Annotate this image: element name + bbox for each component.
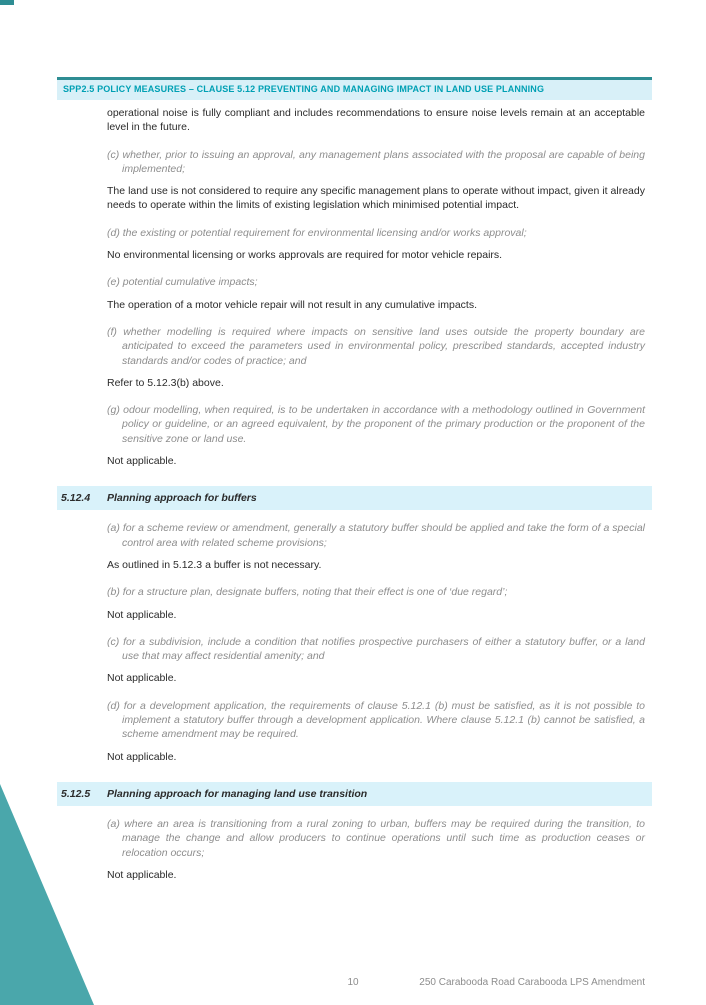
clause-quote-g: (g) odour modelling, when required, is to be undertaken in accordance with a methodology outlined in Government policy or guideline, or an agreed equivalent, by the proponent of the primary production or the proponent of the sensitive zone or land use. — [107, 404, 645, 445]
clause-quote-5125-a: (a) where an area is transitioning from a rural zoning to urban, buffers may be required during the transition, to manage the change and allow producers to continue operations until such time as production ceases or relocation occurs; — [107, 817, 645, 859]
clause-answer-5124-c: Not applicable. — [107, 672, 177, 685]
page-header-title: SPP2.5 POLICY MEASURES – CLAUSE 5.12 PREVENTING AND MANAGING IMPACT IN LAND USE PLANNING — [57, 80, 652, 100]
clause-quote-d: (d) the existing or potential requirement for environmental licensing and/or works approval; — [107, 226, 527, 239]
intro-paragraph: operational noise is fully compliant and includes recommendations to ensure noise levels remain at an acceptable level in the future. — [107, 107, 645, 134]
section-title: Planning approach for managing land use transition — [107, 787, 368, 800]
section-heading-5-12-4 — [57, 486, 652, 510]
document-content — [57, 99, 652, 882]
clause-answer-e: The operation of a motor vehicle repair will not result in any cumulative impacts. — [107, 298, 478, 311]
clause-answer-c: The land use is not considered to require any specific management plans to operate without impact, given it already needs to operate within the limits of existing legislation which minimised potential impact. — [107, 185, 645, 212]
page-header-band — [57, 77, 652, 100]
clause-answer-5124-a: As outlined in 5.12.3 a buffer is not necessary. — [107, 558, 322, 571]
clause-answer-f: Refer to 5.12.3(b) above. — [107, 376, 224, 389]
section-heading-5-12-5 — [57, 782, 652, 806]
page-footer — [0, 977, 706, 989]
section-number: 5.12.4 — [61, 492, 91, 505]
clause-quote-f: (f) whether modelling is required where impacts on sensitive land uses outside the property boundary are anticipated to exceed the parameters used in environmental policy, prescribed standards, accepted industry standards and/or codes of practice; and — [107, 325, 645, 367]
clause-quote-e: (e) potential cumulative impacts; — [107, 276, 258, 289]
corner-accent-mark — [0, 0, 14, 5]
section-title: Planning approach for buffers — [107, 492, 257, 505]
clause-answer-g: Not applicable. — [107, 455, 177, 468]
clause-quote-5124-c: (c) for a subdivision, include a condition that notifies prospective purchasers of either a statutory buffer, or a land use that may affect residential amenity; and — [107, 635, 645, 663]
clause-answer-d: No environmental licensing or works approvals are required for motor vehicle repairs. — [107, 249, 503, 262]
document-title: 250 Carabooda Road Carabooda LPS Amendment — [419, 977, 645, 988]
clause-quote-c: (c) whether, prior to issuing an approval, any management plans associated with the proposal are capable of being implemented; — [107, 148, 645, 175]
clause-quote-5124-b: (b) for a structure plan, designate buffers, noting that their effect is one of ‘due regard’; — [107, 586, 508, 599]
section-number: 5.12.5 — [61, 787, 91, 800]
clause-answer-5125-a: Not applicable. — [107, 868, 177, 881]
clause-answer-5124-b: Not applicable. — [107, 608, 177, 621]
page-number: 10 — [347, 977, 359, 988]
clause-quote-5124-a: (a) for a scheme review or amendment, generally a statutory buffer should be applied and take the form of a special control area with related scheme provisions; — [107, 522, 645, 549]
clause-answer-5124-d: Not applicable. — [107, 750, 177, 763]
clause-quote-5124-d: (d) for a development application, the requirements of clause 5.12.1 (b) must be satisfied, as it is not possible to implement a statutory buffer through a development application. Where clause 5.12.1 (b) cannot be satisfied, a scheme amendment may be required. — [107, 699, 645, 741]
